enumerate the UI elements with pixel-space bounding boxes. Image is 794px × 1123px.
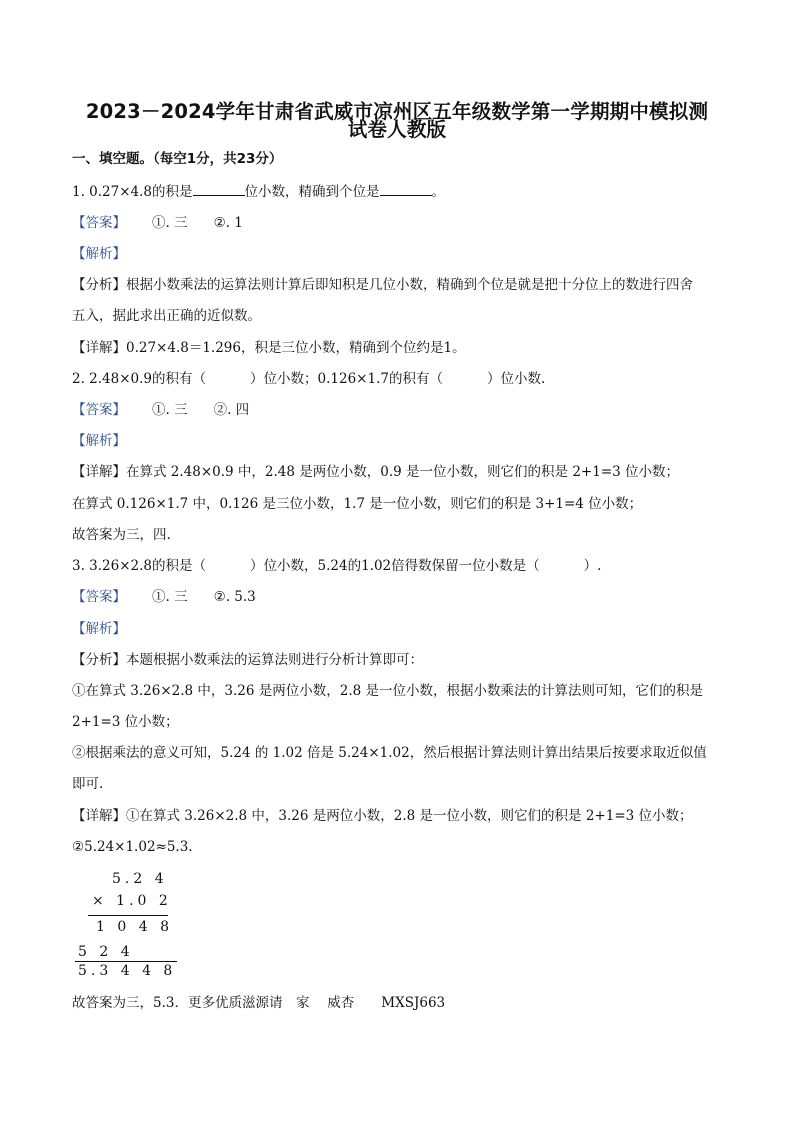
section-heading: 一、填空题。（每空1分，共23分） — [72, 151, 283, 167]
q3-answer-2: ②. 5.3 — [213, 589, 256, 605]
fenxi-tag: 【分析】 — [72, 277, 126, 293]
q3-stem-b: ）位小数，5.24的1.02倍得数保留一位小数是（ — [250, 558, 540, 574]
q3-analysis-line-2: 2+1=3 位小数； — [72, 714, 179, 730]
q3-answer — [72, 588, 256, 606]
q2-stem-c: ）位小数. — [486, 371, 546, 387]
q1-stem-b: 位小数，精确到个位是 — [244, 184, 380, 200]
q3-answer-1: ①. 三 — [152, 589, 188, 605]
answer-tag: 【答案】 — [72, 215, 126, 231]
detail-tag: 【详解】 — [72, 340, 126, 356]
q2-stem-a: 2. 2.48×0.9的积有（ — [72, 371, 207, 387]
calc-partial-1: 1 0 4 8 — [96, 919, 173, 935]
q1-analysis — [72, 245, 126, 263]
q3-analysis-line-4: 即可. — [72, 776, 104, 792]
q1-answer-1: ①. 三 — [152, 215, 188, 231]
calc-multiplicand: 5.2 4 — [112, 871, 168, 887]
q3-analysis-line-1: ①在算式 3.26×2.8 中，3.26 是两位小数，2.8 是一位小数，根据小数乘法的计算法则可知，它们的积是 — [72, 683, 704, 699]
q2-detail-line-2: 在算式 0.126×1.7 中，0.126 是三位小数，1.7 是一位小数，则它们的积是 3+1=4 位小数； — [72, 496, 643, 512]
q1-detail-text: 0.27×4.8＝1.296，积是三位小数，精确到个位约是1。 — [126, 340, 466, 356]
q3-detail-line-2: ②5.24×1.02≈5.3. — [72, 839, 193, 855]
q2-answer-2: ②. 四 — [213, 402, 250, 418]
fenxi-tag: 【分析】 — [72, 652, 126, 668]
analysis-tag: 【解析】 — [72, 246, 126, 262]
answer-tag: 【答案】 — [72, 402, 126, 418]
title-line-1: 2023－2024学年甘肃省武威市凉州区五年级数学第一学期期中模拟测 — [85, 100, 709, 123]
calc-partial-2: 5 2 4 — [78, 944, 134, 960]
q2-stem — [72, 370, 545, 388]
q3-detail-line-1 — [72, 807, 693, 825]
q2-detail-line-3: 故答案为三，四. — [72, 527, 171, 543]
calc-multiplier: × 1.0 2 — [92, 893, 172, 909]
q1-answer — [72, 214, 243, 232]
detail-tag: 【详解】 — [72, 808, 126, 824]
calc-product: 5.3 4 4 8 — [78, 963, 177, 979]
q3-analysis-line-3: ②根据乘法的意义可知，5.24 的 1.02 倍是 5.24×1.02，然后根据计算法则计算出结果后按要求取近似值 — [72, 745, 707, 761]
q3-stem-a: 3. 3.26×2.8的积是（ — [72, 558, 207, 574]
q3-stem — [72, 557, 601, 575]
q3-fenxi — [72, 651, 423, 669]
q2-analysis — [72, 432, 126, 450]
q3-conclusion: 故答案为三，5.3．更多优质滋源请 家 威杏 MXSJ663 — [72, 995, 446, 1011]
q1-detail — [72, 339, 466, 357]
q1-fenxi-line-2: 五入，据此求出正确的近似数。 — [72, 308, 261, 324]
q2-answer — [72, 401, 249, 419]
analysis-tag: 【解析】 — [72, 621, 126, 637]
q1-blank-1 — [193, 183, 245, 196]
q1-stem-a: 1. 0.27×4.8的积是 — [72, 184, 193, 200]
q2-stem-b: ）位小数；0.126×1.7的积有（ — [250, 371, 443, 387]
q3-detail-text-1: ①在算式 3.26×2.8 中，3.26 是两位小数，2.8 是一位小数，则它们的积是 2+1=3 位小数； — [126, 808, 693, 824]
answer-tag: 【答案】 — [72, 589, 126, 605]
q3-stem-c: ）. — [583, 558, 602, 574]
q3-analysis — [72, 620, 126, 638]
q2-answer-1: ①. 三 — [152, 402, 188, 418]
analysis-tag: 【解析】 — [72, 433, 126, 449]
q1-blank-2 — [380, 183, 432, 196]
q1-stem-c: 。 — [431, 184, 446, 200]
calc-rule-2 — [75, 961, 177, 962]
q2-detail-line-1 — [72, 463, 679, 481]
q1-stem — [72, 183, 445, 201]
q1-fenxi-text-1: 根据小数乘法的运算法则计算后即知积是几位小数，精确到个位是就是把十分位上的数进行四舍 — [126, 277, 693, 293]
detail-tag: 【详解】 — [72, 464, 126, 480]
calc-rule-1 — [88, 915, 168, 916]
q1-answer-2: ②. 1 — [213, 215, 243, 231]
q2-detail-text-1: 在算式 2.48×0.9 中，2.48 是两位小数，0.9 是一位小数，则它们的积是 2+1=3 位小数； — [126, 464, 680, 480]
title-line-2: 试卷人教版 — [347, 118, 447, 141]
q3-fenxi-text: 本题根据小数乘法的运算法则进行分析计算即可： — [126, 652, 423, 668]
q1-fenxi-line-1 — [72, 276, 693, 294]
